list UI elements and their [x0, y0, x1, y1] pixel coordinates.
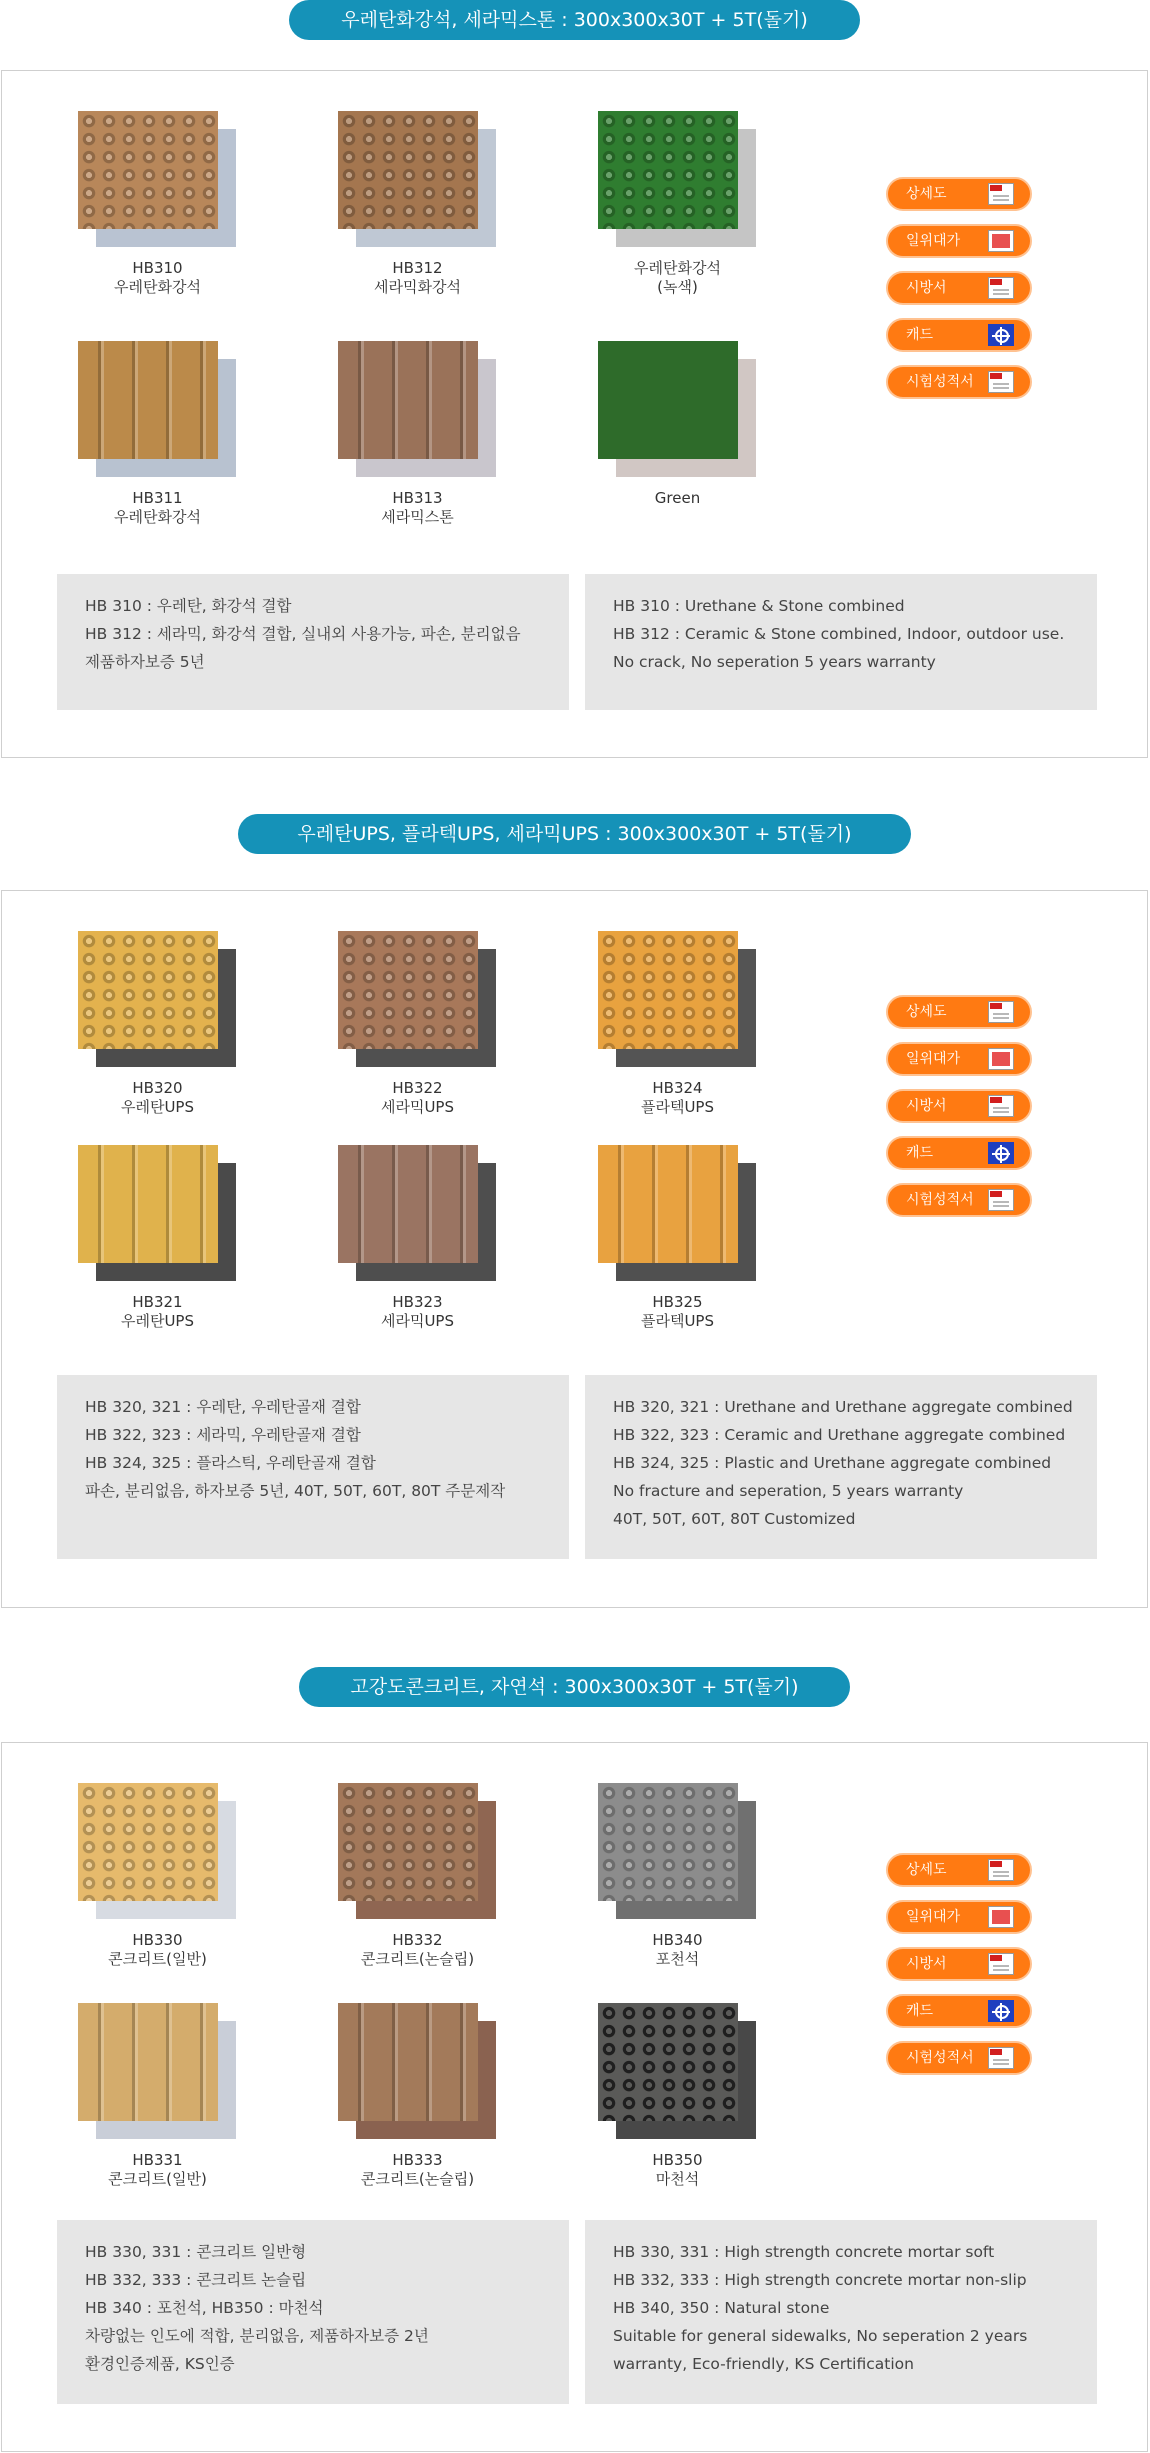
- product-code: HB312: [392, 259, 443, 277]
- product-name: 플라텍UPS: [640, 1312, 715, 1330]
- tile-surface: [338, 1145, 478, 1263]
- pdf-icon: [988, 1095, 1014, 1117]
- product-card[interactable]: [330, 1141, 505, 1331]
- description-english: [585, 2220, 1097, 2404]
- description-line: HB 312 : Ceramic & Stone combined, Indoor, outdoor use.: [613, 625, 1065, 643]
- tile-surface: [598, 1783, 738, 1901]
- description-line: HB 310 : 우레탄, 화강석 결합: [85, 597, 292, 615]
- product-image: [334, 1141, 502, 1291]
- product-name: 콘크리트(논슬립): [360, 2170, 475, 2188]
- button-label: 시험성적서: [906, 374, 974, 390]
- test-report-button[interactable]: [886, 365, 1032, 399]
- description-line: HB 332, 333 : High strength concrete mortar non-slip: [613, 2271, 1027, 2289]
- description-line: No fracture and seperation, 5 years warranty: [613, 1482, 964, 1500]
- button-label: 일위대가: [906, 1909, 961, 1925]
- tile-surface: [78, 2003, 218, 2121]
- product-name: 세라믹UPS: [380, 1098, 455, 1116]
- tile-surface: [78, 341, 218, 459]
- button-label: 상세도: [906, 186, 947, 202]
- description-line: 제품하자보증 5년: [85, 653, 205, 671]
- description-english: [585, 1375, 1097, 1559]
- specification-button[interactable]: [886, 1089, 1032, 1123]
- tile-surface: [78, 931, 218, 1049]
- description-line: HB 340 : 포천석, HB350 : 마천석: [85, 2299, 324, 2317]
- pdf-icon: [988, 371, 1014, 393]
- product-name: 세라믹스톤: [381, 508, 454, 526]
- tile-surface: [78, 1783, 218, 1901]
- pdf-icon: [988, 1953, 1014, 1975]
- cad-icon: [988, 324, 1014, 346]
- product-card[interactable]: [70, 337, 245, 527]
- product-code: HB330: [132, 1931, 183, 1949]
- product-card[interactable]: [590, 1999, 765, 2189]
- product-code: HB311: [132, 489, 183, 507]
- product-image: [594, 1141, 762, 1291]
- product-card[interactable]: [70, 107, 245, 297]
- product-code: 우레탄화강석: [634, 259, 721, 277]
- test-report-button[interactable]: [886, 1183, 1032, 1217]
- description-line: HB 322, 323 : Ceramic and Urethane aggregate combined: [613, 1426, 1066, 1444]
- description-line: 40T, 50T, 60T, 80T Customized: [613, 1510, 856, 1528]
- product-code: HB331: [132, 2151, 183, 2169]
- specification-button[interactable]: [886, 271, 1032, 305]
- product-card[interactable]: [330, 1779, 505, 1969]
- product-code: HB323: [392, 1293, 443, 1311]
- product-name: 우레탄UPS: [120, 1312, 195, 1330]
- pdf-icon: [988, 183, 1014, 205]
- button-label: 시방서: [906, 280, 947, 296]
- product-card[interactable]: [330, 337, 505, 527]
- description-line: HB 340, 350 : Natural stone: [613, 2299, 830, 2317]
- product-name: 콘크리트(일반): [108, 2170, 207, 2188]
- document-buttons: [886, 177, 1034, 412]
- product-card[interactable]: [70, 927, 245, 1117]
- product-section: [1, 890, 1148, 1608]
- description-line: HB 330, 331 : 콘크리트 일반형: [85, 2243, 307, 2261]
- button-label: 상세도: [906, 1862, 947, 1878]
- product-card[interactable]: [590, 1141, 765, 1331]
- tile-surface: [338, 2003, 478, 2121]
- button-label: 시험성적서: [906, 2050, 974, 2066]
- description-korean: [57, 2220, 569, 2404]
- product-name: 마천석: [655, 2170, 700, 2188]
- product-name: 우레탄화강석: [114, 278, 201, 296]
- product-code: Green: [654, 489, 701, 507]
- product-name: 우레탄UPS: [120, 1098, 195, 1116]
- product-code: HB350: [652, 2151, 703, 2169]
- tile-surface: [598, 2003, 738, 2121]
- description-line: HB 320, 321 : Urethane and Urethane aggregate combined: [613, 1398, 1073, 1416]
- product-section: [1, 1742, 1148, 2452]
- product-code: HB322: [392, 1079, 443, 1097]
- product-card[interactable]: [70, 1779, 245, 1969]
- description-line: HB 324, 325 : 플라스틱, 우레탄골재 결합: [85, 1454, 376, 1472]
- button-label: 캐드: [906, 1145, 934, 1161]
- pdf-icon: [988, 1001, 1014, 1023]
- description-line: HB 312 : 세라믹, 화강석 결합, 실내외 사용가능, 파손, 분리없음: [85, 625, 521, 643]
- description-line: No crack, No seperation 5 years warranty: [613, 653, 936, 671]
- document-buttons: [886, 1853, 1034, 2088]
- button-label: 일위대가: [906, 233, 961, 249]
- button-label: 상세도: [906, 1004, 947, 1020]
- product-name: 세라믹화강석: [374, 278, 461, 296]
- test-report-button[interactable]: [886, 2041, 1032, 2075]
- button-label: 캐드: [906, 2003, 934, 2019]
- product-code: HB310: [132, 259, 183, 277]
- product-image: [74, 337, 242, 487]
- product-name: 포천석: [655, 1950, 700, 1968]
- product-card[interactable]: [590, 1779, 765, 1969]
- tile-surface: [338, 341, 478, 459]
- product-code: HB340: [652, 1931, 703, 1949]
- tile-surface: [598, 341, 738, 459]
- product-name: 콘크리트(일반): [108, 1950, 207, 1968]
- product-card[interactable]: [590, 107, 765, 297]
- product-card[interactable]: [330, 107, 505, 297]
- tile-surface: [338, 1783, 478, 1901]
- cad-button[interactable]: [886, 1994, 1032, 2028]
- product-image: [74, 1999, 242, 2149]
- tile-surface: [598, 931, 738, 1049]
- description-line: HB 322, 323 : 세라믹, 우레탄골재 결합: [85, 1426, 361, 1444]
- product-image: [74, 1779, 242, 1929]
- tile-surface: [338, 931, 478, 1049]
- product-name: 플라텍UPS: [640, 1098, 715, 1116]
- product-image: [594, 107, 762, 257]
- product-image: [594, 927, 762, 1077]
- button-label: 시방서: [906, 1956, 947, 1972]
- button-label: 시방서: [906, 1098, 947, 1114]
- product-card[interactable]: [590, 337, 765, 508]
- image-icon: [988, 1048, 1014, 1070]
- tile-surface: [78, 111, 218, 229]
- pdf-icon: [988, 277, 1014, 299]
- product-image: [74, 927, 242, 1077]
- unit-price-button[interactable]: [886, 1042, 1032, 1076]
- product-card[interactable]: [70, 1999, 245, 2189]
- product-image: [334, 1999, 502, 2149]
- product-image: [594, 1999, 762, 2149]
- product-card[interactable]: [330, 927, 505, 1117]
- pdf-icon: [988, 2047, 1014, 2069]
- cad-button[interactable]: [886, 1136, 1032, 1170]
- description-line: HB 330, 331 : High strength concrete mortar soft: [613, 2243, 995, 2261]
- product-name: 콘크리트(논슬립): [360, 1950, 475, 1968]
- detail-drawing-button[interactable]: [886, 1853, 1032, 1887]
- unit-price-button[interactable]: [886, 224, 1032, 258]
- image-icon: [988, 1906, 1014, 1928]
- description-line: HB 332, 333 : 콘크리트 논슬립: [85, 2271, 307, 2289]
- product-code: HB325: [652, 1293, 703, 1311]
- button-label: 캐드: [906, 327, 934, 343]
- description-line: 환경인증제품, KS인증: [85, 2355, 235, 2373]
- detail-drawing-button[interactable]: [886, 995, 1032, 1029]
- product-code: HB320: [132, 1079, 183, 1097]
- product-name: 세라믹UPS: [380, 1312, 455, 1330]
- product-image: [74, 107, 242, 257]
- product-card[interactable]: [70, 1141, 245, 1331]
- tile-surface: [78, 1145, 218, 1263]
- product-name: (녹색): [657, 278, 698, 296]
- product-image: [594, 1779, 762, 1929]
- product-section: [1, 70, 1148, 758]
- section-title: 우레탄화강석, 세라믹스톤 : 300x300x30T + 5T(돌기): [289, 0, 860, 40]
- description-line: warranty, Eco-friendly, KS Certification: [613, 2355, 914, 2373]
- tile-surface: [598, 1145, 738, 1263]
- specification-button[interactable]: [886, 1947, 1032, 1981]
- section-title: 고강도콘크리트, 자연석 : 300x300x30T + 5T(돌기): [299, 1667, 850, 1707]
- description-line: 차량없는 인도에 적합, 분리없음, 제품하자보증 2년: [85, 2327, 429, 2345]
- product-code: HB332: [392, 1931, 443, 1949]
- product-image: [594, 337, 762, 487]
- product-image: [334, 107, 502, 257]
- unit-price-button[interactable]: [886, 1900, 1032, 1934]
- description-line: HB 324, 325 : Plastic and Urethane aggregate combined: [613, 1454, 1052, 1472]
- product-name: 우레탄화강석: [114, 508, 201, 526]
- section-title: 우레탄UPS, 플라텍UPS, 세라믹UPS : 300x300x30T + 5T(돌기): [238, 814, 911, 854]
- button-label: 일위대가: [906, 1051, 961, 1067]
- description-english: [585, 574, 1097, 710]
- detail-drawing-button[interactable]: [886, 177, 1032, 211]
- description-line: 파손, 분리없음, 하자보증 5년, 40T, 50T, 60T, 80T 주문제작: [85, 1482, 506, 1500]
- pdf-icon: [988, 1189, 1014, 1211]
- cad-icon: [988, 2000, 1014, 2022]
- description-line: Suitable for general sidewalks, No seperation 2 years: [613, 2327, 1028, 2345]
- product-card[interactable]: [330, 1999, 505, 2189]
- product-code: HB321: [132, 1293, 183, 1311]
- button-label: 시험성적서: [906, 1192, 974, 1208]
- product-image: [334, 337, 502, 487]
- cad-button[interactable]: [886, 318, 1032, 352]
- product-code: HB333: [392, 2151, 443, 2169]
- description-line: HB 310 : Urethane & Stone combined: [613, 597, 905, 615]
- product-image: [334, 1779, 502, 1929]
- product-card[interactable]: [590, 927, 765, 1117]
- product-code: HB324: [652, 1079, 703, 1097]
- description-line: HB 320, 321 : 우레탄, 우레탄골재 결합: [85, 1398, 361, 1416]
- description-korean: [57, 1375, 569, 1559]
- product-image: [74, 1141, 242, 1291]
- tile-surface: [598, 111, 738, 229]
- cad-icon: [988, 1142, 1014, 1164]
- product-image: [334, 927, 502, 1077]
- pdf-icon: [988, 1859, 1014, 1881]
- document-buttons: [886, 995, 1034, 1230]
- product-code: HB313: [392, 489, 443, 507]
- tile-surface: [338, 111, 478, 229]
- description-korean: [57, 574, 569, 710]
- image-icon: [988, 230, 1014, 252]
